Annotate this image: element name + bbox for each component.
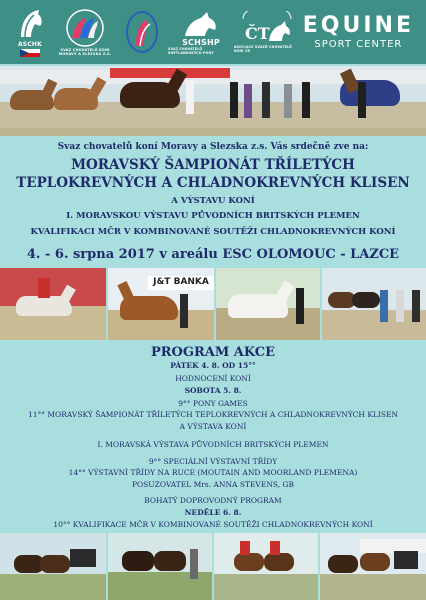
- svaz-caption: SVAZ CHOVATELŮ KONÍ MORAVY A SLEZSKA Z.S.: [58, 48, 112, 56]
- program-line-sunday: NEDĚLE 6. 8.: [184, 508, 242, 517]
- event-subtitle-line1: A VÝSTAVU KONÍ: [171, 196, 255, 206]
- carriage-photo-1: [0, 533, 106, 600]
- program-line-pony-games: 9°° PONY GAMES: [178, 399, 248, 408]
- event-subtitle-line2: I. MORAVSKOU VÝSTAVU PŮVODNÍCH BRITSKÝCH PLEMEN: [66, 211, 360, 221]
- program-line-sampionat: 11°° MORAVSKÝ ŠAMPIONÁT TŘÍLETÝCH TEPLOKREVNÝCH A CHLADNOKREVNÝCH KLISEN: [27, 410, 399, 419]
- equine-sport-center-logo: [302, 12, 414, 50]
- aschk-logo: [6, 4, 54, 60]
- schshp-caption: SCHSHP: [182, 37, 220, 47]
- czech-flag-icon: [20, 49, 40, 57]
- jt-banka-sign: J&T BANKA: [153, 277, 209, 287]
- program-line-kvalifikace: 10°° KVALIFIKACE MČR V KOMBINOVANÉ SOUTĚŽI CHLADNOKREVNÝCH KONÍ: [53, 520, 373, 529]
- middle-photo-banner: [0, 268, 426, 340]
- aschk-caption: ASCHK: [17, 41, 43, 48]
- asociace-logo: [234, 4, 300, 60]
- horse-emblem-icon: [124, 10, 160, 54]
- event-title-line2: TEPLOKREVNÝCH A CHLADNOKREVNÝCH KLISEN: [16, 175, 410, 191]
- schshp-sub: SVAZ CHOVATELŮ SHETLANDSKÝCH PONY: [168, 46, 214, 55]
- program-line-vystava-koni: A VÝSTAVA KONÍ: [179, 422, 247, 431]
- white-horse-photo: [216, 268, 320, 340]
- carriage-photo-2: [108, 533, 212, 600]
- ct-letters: ČT: [245, 24, 270, 43]
- jt-banka-photo: [108, 268, 214, 340]
- program-line-doprovodny: BOHATÝ DOPROVODNÝ PROGRAM: [144, 496, 282, 505]
- program-line-britske-plemena: I. MORAVSKÁ VÝSTAVA PŮVODNÍCH BRITSKÝCH PLEMEN: [97, 440, 329, 449]
- invitation-text: Svaz chovatelů koní Moravy a Slezska z.s. Vás srdečně zve na:: [57, 142, 369, 152]
- event-title-line1: MORAVSKÝ ŠAMPIONÁT TŘÍLETÝCH: [71, 157, 355, 173]
- program-line-friday: PÁTEK 4. 8. OD 15°°: [170, 361, 256, 370]
- ct-horse-icon: [239, 11, 295, 45]
- horse-show-photo: [0, 66, 426, 136]
- program-line-saturday: SOBOTA 5. 8.: [184, 386, 242, 395]
- pony-games-photo: [0, 268, 106, 340]
- horse-emblem-logo: [116, 4, 168, 60]
- brand-line2: SPORT CENTER: [314, 38, 403, 50]
- event-subtitle-line3: KVALIFIKACI MČR V KOMBINOVANÉ SOUTĚŽI CHLADNOKREVNÝCH KONÍ: [30, 227, 396, 237]
- horse-head-icon: [13, 7, 47, 41]
- svaz-chovatelu-logo: [54, 4, 116, 60]
- horse-lineup-photo: [322, 268, 426, 340]
- program-line-tridy-na-ruce: 14°° VÝSTAVNÍ TŘÍDY NA RUCE (MOUTAIN AND MOORLAND PLEMENA): [68, 468, 358, 477]
- event-date-venue: 4. - 6. srpna 2017 v areálu ESC OLOMOUC - LAZCE: [26, 247, 400, 262]
- schshp-logo: [168, 4, 234, 60]
- horse-heads-circle-icon: [60, 8, 110, 48]
- logo-bar: [0, 0, 426, 64]
- asociace-sub: ASOCIACE SVAZŮ CHOVATELŮ KONÍ ČR: [234, 45, 292, 53]
- top-photo-banner: [0, 66, 426, 136]
- program-line-specialni-tridy: 9°° SPECIÁLNÍ VÝSTAVNÍ TŘÍDY: [148, 457, 278, 466]
- program-line-posuzovatel: POSUZOVATEL Mrs. ANNA STEVENS, GB: [131, 480, 295, 489]
- brand-line1: EQUINE: [302, 12, 414, 38]
- carriage-photo-4: [320, 533, 426, 600]
- pony-icon: [181, 10, 221, 38]
- program-line-hodnoceni: HODNOCENÍ KONÍ: [175, 374, 251, 383]
- carriage-photo-3: [214, 533, 318, 600]
- bottom-photo-banner: [0, 533, 426, 600]
- program-heading: PROGRAM AKCE: [150, 345, 276, 360]
